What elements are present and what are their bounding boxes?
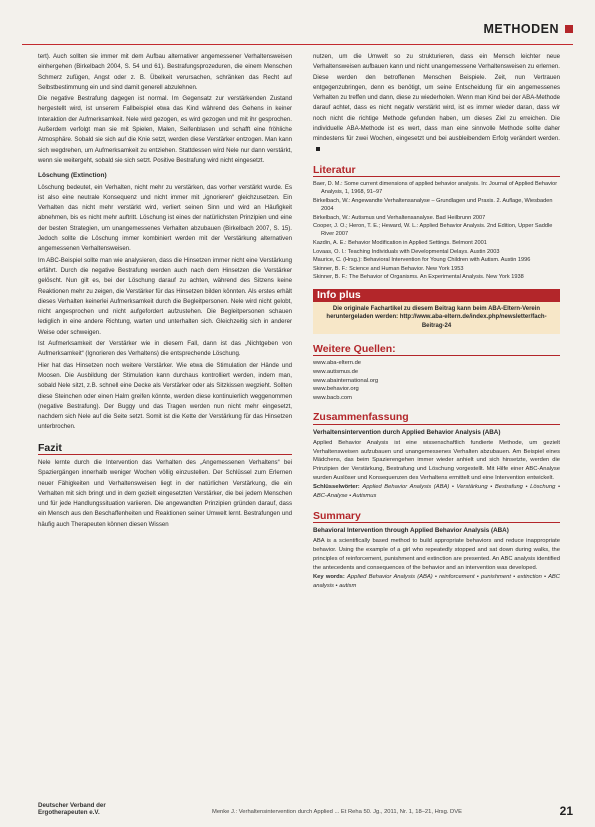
header-rule — [22, 44, 573, 45]
summary-subtitle: Behavioral Intervention through Applied Behavior Analysis (ABA) — [313, 527, 509, 535]
summary-text: ABA is a scientifically based method to build appropriate behaviors and reduce inappropriate behavior. Using the example of a girl who repeatedly stopped and sat down during walks, the principles of reinforcement, punishment and extinction are presented. An ABC analysis identified the antecedents and consequences of the behavior and an intervention was developed. — [313, 538, 560, 571]
section-title: METHODEN — [483, 22, 559, 36]
reference-item: Cooper, J. O.; Heron, T. E.; Heward, W. L.: Applied Behavior Analysis. 2nd Edition, Upper Saddle River 2007 — [313, 223, 553, 238]
right-column — [313, 52, 560, 800]
reference-item: Baer, D. M.: Some current dimensions of applied behavior analysis. In: Journal of Applied Behavior Analysis, 1, 1968, 91–97 — [313, 181, 558, 196]
left-paragraph-6: Hier hat das Hinsetzen noch weitere Verstärker. Wie etwa die Stimulation der Hände und Moosen. Die Ausbildung der Stimulation kann durchaus kontrolliert werden, indem man, sobald Nele sitzt, z.B. schnell eine Decke als Verstärker oder als Sitzkissen wegzieht. Sollten diese Steinchen oder einen Halm greifen könnte, werden diese kontinuierlich weggenommen (negative Bestrafung). Der Buggy und das Tragen werden nun nicht mehr eingesetzt, nachdem sich Nele auf die Seite setzt. Somit ist die Kette der Verstärkung für das Hinsetzen unterbrochen. — [38, 361, 292, 431]
footer-citation: Menke J.: Verhaltensintervention durch Applied ... Et Reha 50. Jg., 2011, Nr. 1, 18–21, Hrsg. DVE — [212, 809, 462, 815]
reference-item: Birkelbach, W.: Angewandte Verhaltensanalyse – Grundlagen und Praxis. 2. Auflage, Wiesbaden 2004 — [313, 197, 553, 213]
footer-org-line: Deutscher Verband der — [38, 801, 106, 809]
summary-keywords — [313, 573, 560, 590]
right-paragraph-1 — [313, 52, 560, 155]
keywords-text: Applied Behavior Analysis (ABA) • reinforcement • punishment • extinction • ABC analysis • autism — [313, 574, 560, 589]
fazit-heading: Fazit — [38, 443, 292, 455]
source-link[interactable]: www.bacb.com — [313, 394, 352, 401]
left-paragraph-3: Löschung bedeutet, ein Verhalten, nicht mehr zu verstärken, das vorher verstärkt wurde. Es ist also eine neutrale Konsequenz und nicht immer mit „ignorieren“ gleichzusetzen. Ein Verhalten das nicht mehr verstärkt wird, verliert seinen Sinn und wird an Häufigkeit abnehmen, bis es nicht mehr auftritt. Löschung ist eines der natürlichsten Prinzipien und eine der besten Strategien, um unangemessenes Verhalten abzubauen (Birkelbach 2007, S. 15). Jedoch sollte die Löschung immer kombiniert werden mit der Verstärkung alternativen angemessenen Verhaltensweisen. — [38, 183, 292, 253]
keywords-text: Applied Behavior Analysis (ABA) • Verstärkung • Bestrafung • Löschung • ABC-Analyse • Autismus — [313, 484, 560, 500]
left-paragraph-1: tert). Auch sollten sie immer mit dem Aufbau alternativer angemessener Verhaltensweisen einhergehen (Birkelbach 2004, S. 54 und 61). Bestrafungsprozeduren, die einem Menschen Schmerz zufügen, Angst oder z. B. Übelkeit verursachen, schränken das Recht auf Selbstbestimmung ein und sind damit generell abzulehnen. — [38, 53, 292, 91]
zusammenfassung-subtitle: Verhaltensintervention durch Applied Behavior Analysis (ABA) — [313, 428, 501, 436]
page-number: 21 — [559, 804, 573, 818]
reference-item: Birkelbach, W.: Autismus und Verhaltensanalyse. Bad Heilbrunn 2007 — [313, 214, 486, 221]
left-paragraph-5: Ist Aufmerksamkeit der Verstärker wie in diesem Fall, dann ist das „Nichtgeben von Aufmerksamkeit“ (Ignorieren des Verhaltens) die entsprechende Löschung. — [38, 340, 292, 358]
reference-item: Skinner, B. F.: The Behavior of Organisms. An Experimental Analysis. New York 1938 — [313, 274, 524, 281]
footer-organization — [38, 802, 106, 817]
weitere-quellen-heading: Weitere Quellen: — [313, 344, 560, 356]
left-column — [38, 52, 292, 800]
reference-list — [313, 180, 560, 281]
source-link[interactable]: www.autismus.de — [313, 368, 359, 375]
literatur-heading: Literatur — [313, 165, 560, 177]
reference-item: Lovaas, O. I.: Teaching Individuals with Developmental Delays. Austin 2003 — [313, 248, 500, 255]
zusammenfassung-text: Applied Behavior Analysis ist eine wissenschaftlich fundierte Methode, um gezielt Verhaltensweisen aufzubauen und unangemessenes Verhalten abzubauen. Am Beispiel eines Mädchens, das beim Spazierengehen immer wieder anhielt und sich hinsetzte, werden die Prinzipien der Verstärkung, Bestrafung und Löschung vorgestellt. Mit Hilfe einer ABC-Analyse wurden Auslöser und Konsequenzen des Verhaltens ermittelt und eine Intervention entwickelt. — [313, 439, 560, 481]
reference-item: Maurice, C. (Hrsg.): Behavioral Intervention for Young Children with Autism. Austin 1996 — [313, 257, 531, 264]
footer-org-line: Ergotherapeuten e.V. — [38, 809, 100, 817]
subheading-loeschung: Löschung (Extinction) — [38, 172, 107, 180]
header-square-icon — [565, 25, 573, 33]
reference-item: Skinner, B. F.: Science and Human Behavior. New York 1953 — [313, 265, 464, 272]
source-link[interactable]: www.aba-eltern.de — [313, 360, 362, 367]
info-plus-heading: Info plus — [313, 289, 560, 301]
zusammenfassung-keywords — [313, 483, 560, 500]
reference-item: Kazdin, A. E.: Behavior Modification in Applied Settings. Belmont 2001 — [313, 239, 487, 246]
keywords-label: Schlüsselwörter: — [313, 484, 360, 491]
info-plus-box: Die originale Fachartikel zu diesem Beitrag kann beim ABA-Eltern-Verein heruntergeladen werden: http://www.aba-eltern.de/index.php/newsletter/fach-Beitrag-24 — [313, 302, 560, 334]
end-square-icon — [316, 147, 320, 151]
keywords-label: Key words: — [313, 574, 345, 581]
zusammenfassung-heading: Zusammenfassung — [313, 412, 560, 424]
summary-heading: Summary — [313, 511, 560, 523]
right-paragraph-1-text: nutzen, um die Umwelt so zu strukturieren, dass ein Mensch leichter neue Verhaltensweisen aufbauen kann und nicht unangemessene Verhaltensweisen zu erlernen. Diese werden den betroffenen Menschen Beispiele. Zeit, nun Vertrauen entgegenzubringen, denn es benötigt, um seine Entscheidung für ein angemessenes Verhalten zu treffen und dann, diese zu wiederholen. Wenn man Kind bei der ABA-Methode darauf achtet, dass es nicht negativ verstärkt wird, ist es immer wieder daran, dass wir noch nicht die richtige Methode gefunden haben, um dieses Ziel zu erreichen. Die individuelle ABA-Methode ist es wert, dass man eine sinnvolle Methode sollte daher mindestens für zwei Wochen, eingesetzt und bei ausbleibendem Erfolg verändert werden. — [313, 53, 560, 143]
section-header — [483, 22, 573, 36]
left-paragraph-4: Im ABC-Beispiel sollte man wie analysieren, dass die Hinsetzen immer nicht eine Verstärkung erfährt. Durch die negative Bestrafung werden auch nach dem Hinsetzen die Verstärker gelöscht. Nun gilt es, bei der Löschung darauf zu achten, während des Sitzens keine Reaktionen mehr zu zeigen, die Verstärker für das Hinsetzen bilden könnten. Als erstes erhält dieses Verhalten keinerlei Aufmerksamkeit durch die Begleitpersonen. Nele wird nicht gelobt, nicht angesprochen und nicht aufgefordert aufzustehen. Die Begleitpersonen schauen lediglich in eine andere Richtung, warten und unterhalten sich. Gleichzeitig sich in anderer Weise oder schweigen. — [38, 256, 292, 336]
source-link[interactable]: www.behavior.org — [313, 386, 359, 393]
left-paragraph-2: Die negative Bestrafung dagegen ist normal. Im Gegensatz zur verstärkenden Zustand hergestellt wird, ist unserem Fallbeispiel etwa das Kind während des Gehens in keiner Interaktion der Aufmerksamkeit. Nele wird gezogen, es wird gezogen und mit ihr gesprochen. Außerdem verfolgt man sie mit Spielen, Malen, Seifenblasen und schafft eine fröhliche Atmosphäre. Sobald sie sich auf die Knie setzt, werden diese Verstärker entzogen. Man kann sich wegdrehen, um Aufmerksamkeit zu entziehen. Stattdessen wird Nele nur dann verstärkt, wenn sie weitergeht, sobald sie sich setzt. Positive Bestrafung wird nicht eingesetzt. — [38, 95, 292, 164]
source-links — [313, 359, 560, 402]
source-link[interactable]: www.abainternational.org — [313, 377, 379, 384]
fazit-paragraph: Nele lernte durch die Intervention das Verhalten des „Angemessenen Verhaltens“ bei Spaziergängen innerhalb weniger Wochen völlig einzustellen. Der Schlüssel zum Erlernen neuer Fähigkeiten und Verhaltensweisen liegt in der natürlichen Verstärkung, die ein Verhalten mit sich bringt und in dem gezielt eingesetzten Verstärker, die bei jedem Menschen und für jede Handlungssituation variieren. Die angewandten Prinzipien gründen darauf, dass ein Mensch aus den Beschaffenheiten und Reaktionen seiner Umwelt lernt. Bestrafungen und häufig auch Therapeuten können diesen Wissen — [38, 458, 292, 528]
